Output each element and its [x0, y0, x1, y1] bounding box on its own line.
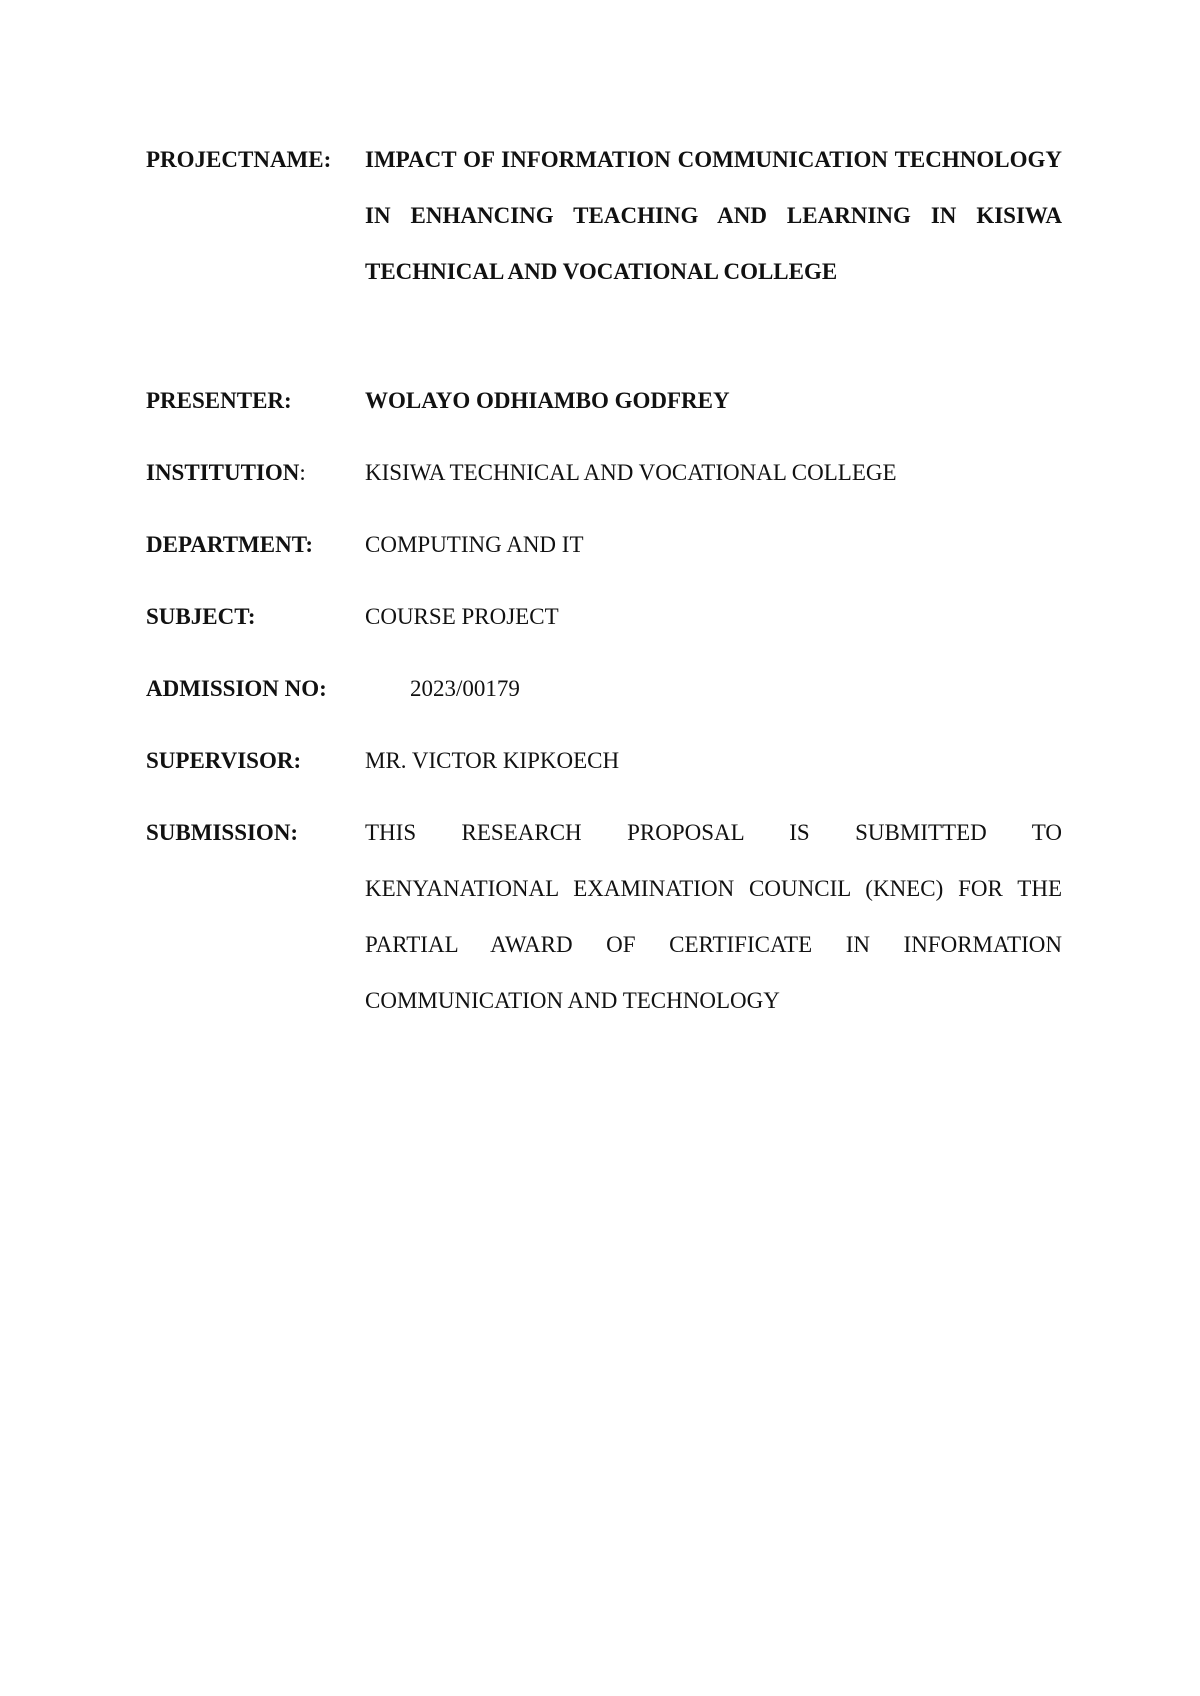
institution-label-text: INSTITUTION: [146, 460, 300, 485]
subject-value: COURSE PROJECT: [365, 604, 559, 629]
submission-label: SUBMISSION:: [146, 820, 299, 845]
admission-no-value: 2023/00179: [410, 676, 520, 701]
department-value: COMPUTING AND IT: [365, 532, 584, 557]
institution-value: KISIWA TECHNICAL AND VOCATIONAL COLLEGE: [365, 460, 897, 485]
supervisor-value: MR. VICTOR KIPKOECH: [365, 748, 620, 773]
submission-value: THIS RESEARCH PROPOSAL IS SUBMITTED TO KENYANATIONAL EXAMINATION COUNCIL (KNEC) FOR THE PARTIAL AWARD OF CERTIFICATE IN INFORMATION COMMUNICATION AND TECHNOLOGY: [365, 820, 1062, 1013]
project-name-value: IMPACT OF INFORMATION COMMUNICATION TECHNOLOGY IN ENHANCING TEACHING AND LEARNING IN KISIWA TECHNICAL AND VOCATIONAL COLLEGE: [365, 147, 1062, 284]
project-name-label: PROJECTNAME:: [146, 147, 332, 172]
presenter-label: PRESENTER:: [146, 388, 292, 413]
institution-label: [146, 445, 306, 501]
presenter-value: WOLAYO ODHIAMBO GODFREY: [365, 388, 730, 413]
admission-no-label: ADMISSION NO:: [146, 676, 327, 701]
subject-label: SUBJECT:: [146, 604, 256, 629]
department-label: DEPARTMENT:: [146, 532, 313, 557]
institution-label-colon: :: [299, 460, 306, 485]
supervisor-label: SUPERVISOR:: [146, 748, 302, 773]
